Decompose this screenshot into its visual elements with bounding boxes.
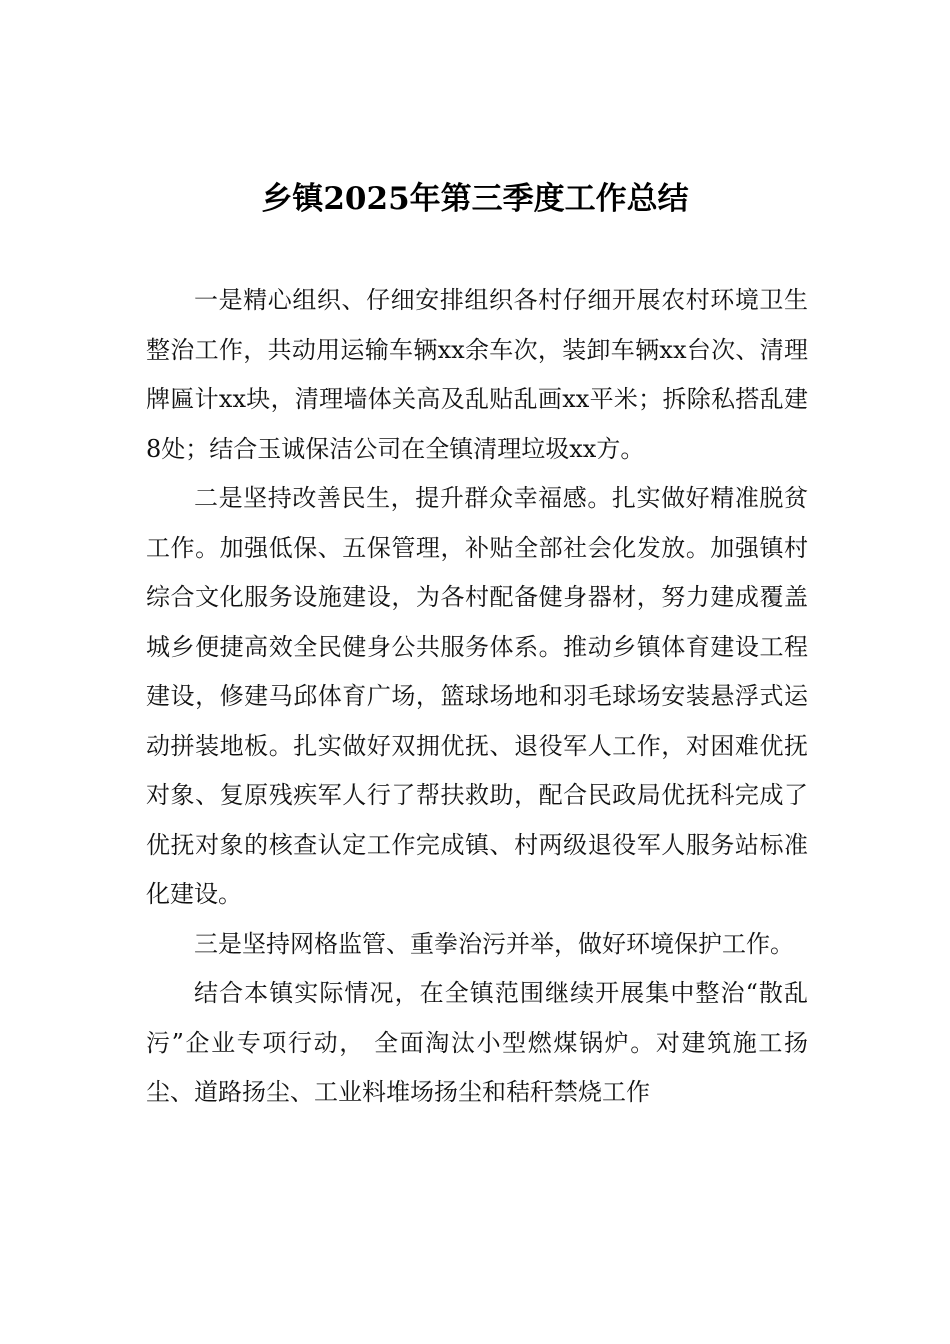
paragraph: 结合本镇实际情况，在全镇范围继续开展集中整治“散乱污”企业专项行动， 全面淘汰小型燃煤锅炉。对建筑施工扬尘、道路扬尘、工业料堆场扬尘和秸秆禁烧工作 bbox=[146, 979, 808, 1106]
paragraph: 三是坚持网格监管、重拳治污并举，做好环境保护工作。 bbox=[194, 929, 794, 958]
paragraph: 二是坚持改善民生，提升群众幸福感。扎实做好精准脱贫工作。加强低保、五保管理，补贴全部社会化发放。加强镇村综合文化服务设施建设，为各村配备健身器材，努力建成覆盖城乡便捷高效全民健身公共服务体系。推动乡镇体育建设工程建设，修建马邱体育广场，篮球场地和羽毛球场安装悬浮式运动拼装地板。扎实做好双拥优抚、退役军人工作，对困难优抚对象、复原残疾军人行了帮扶救助，配合民政局优抚科完成了优抚对象的核查认定工作完成镇、村两级退役军人服务站标准化建设。 bbox=[146, 484, 808, 908]
document-title: 乡镇2025年第三季度工作总结 bbox=[261, 181, 689, 217]
document-body bbox=[146, 276, 808, 1118]
paragraph: 一是精心组织、仔细安排组织各村仔细开展农村环境卫生整治工作，共动用运输车辆xx余车次，装卸车辆xx台次、清理牌匾计xx块，清理墙体关高及乱贴乱画xx平米；拆除私搭乱建8处；结合玉诚保洁公司在全镇清理垃圾xx方。 bbox=[146, 286, 808, 463]
